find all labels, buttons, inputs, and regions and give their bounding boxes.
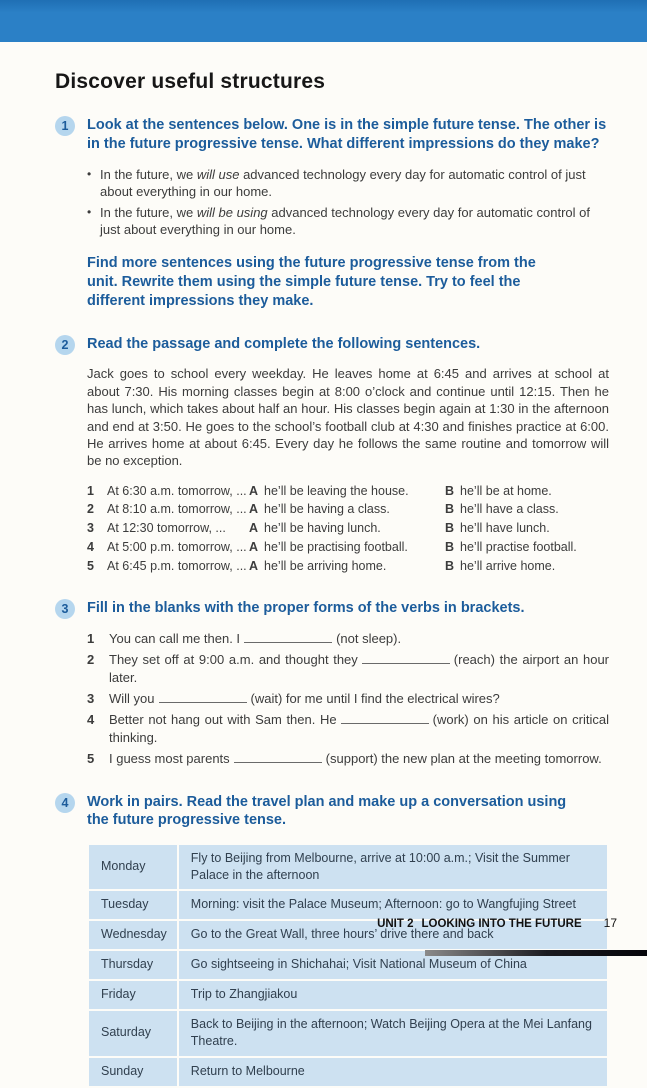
list-item (87, 651, 609, 687)
item-number: 5 (87, 750, 95, 766)
match-stem: At 6:30 a.m. tomorrow, ... (107, 483, 247, 498)
exercise-2 (55, 335, 609, 578)
list-item (87, 690, 609, 708)
option-b-label: B (445, 539, 455, 554)
answer-blank (234, 751, 322, 763)
item-number: 3 (87, 690, 95, 706)
table-row (89, 981, 607, 1009)
travel-plan-table (87, 843, 609, 1088)
answer-blank (341, 712, 429, 724)
list-item (87, 630, 609, 648)
exercise-3-heading: Fill in the blanks with the proper forms of the verbs in brackets. (87, 600, 525, 617)
option-a-label: A (249, 502, 259, 517)
option-a-text: he’ll be practising football. (264, 539, 408, 554)
page-content (0, 70, 647, 1088)
bullet-text-italic: will use (196, 167, 240, 183)
list-item (87, 204, 609, 239)
item-text-post: (not sleep). (336, 631, 402, 647)
item-number: 4 (87, 711, 95, 727)
option-b-label: B (445, 502, 455, 517)
day-cell: Tuesday (89, 891, 177, 919)
option-a-text: he’ll be having lunch. (264, 521, 381, 536)
match-number: 3 (87, 521, 94, 536)
exercise-1-heading: Look at the sentences below. One is in the simple future tense. The other is in the future progressive tense. What different impressions do they make? (87, 117, 607, 152)
table-row (89, 1011, 607, 1056)
option-b-label: B (445, 558, 455, 573)
day-cell: Friday (89, 981, 177, 1009)
page-title: Discover useful structures (55, 70, 326, 93)
day-cell: Wednesday (89, 921, 177, 949)
item-text (109, 750, 609, 768)
page-footer (377, 916, 617, 930)
match-stem: At 8:10 a.m. tomorrow, ... (107, 502, 247, 517)
table-row (87, 559, 609, 574)
match-number: 2 (87, 502, 94, 517)
item-text-post: (support) the new plan at the meeting tomorrow. (325, 750, 602, 766)
day-cell: Saturday (89, 1011, 177, 1056)
option-b-text: he’ll have a class. (460, 502, 559, 517)
exercise-2-number-badge: 2 (55, 335, 75, 355)
exercise-1-bullet-list (87, 166, 609, 238)
item-number: 2 (87, 651, 95, 667)
table-row (87, 540, 609, 555)
option-b-text: he’ll arrive home. (460, 558, 556, 573)
plan-cell: Back to Beijing in the afternoon; Watch Beijing Opera at the Mei Lanfang Theatre. (179, 1011, 607, 1056)
answer-blank (159, 691, 247, 703)
plan-cell: Fly to Beijing from Melbourne, arrive at 10:00 a.m.; Visit the Summer Palace in the afternoon (179, 845, 607, 890)
exercise-1 (55, 116, 609, 311)
list-item (87, 750, 609, 768)
list-item (87, 166, 609, 201)
bullet-text-italic: will be using (196, 204, 268, 220)
list-item (87, 711, 609, 747)
item-text-pre: You can call me then. I (109, 631, 241, 647)
option-a-label: A (249, 539, 259, 554)
table-row (87, 502, 609, 517)
page-header-bar (0, 0, 647, 42)
answer-blank (244, 631, 332, 643)
item-text (109, 690, 609, 708)
answer-blank (362, 652, 450, 664)
bottom-edge-strip (425, 950, 647, 956)
item-text-post: (work) on his article on critical thinking. (109, 711, 609, 745)
plan-cell: Go sightseeing in Shichahai; Visit National Museum of China (179, 951, 607, 979)
exercise-2-matching-list (87, 484, 609, 574)
option-a-text: he’ll be leaving the house. (264, 483, 409, 498)
item-number: 1 (87, 631, 95, 647)
option-b-label: B (445, 483, 455, 498)
table-row (89, 845, 607, 890)
option-a-text: he’ll be having a class. (264, 502, 390, 517)
option-a-label: A (249, 483, 259, 498)
day-cell: Thursday (89, 951, 177, 979)
plan-cell: Morning: visit the Palace Museum; Afternoon: go to Wangfujing Street (179, 891, 607, 919)
match-number: 1 (87, 483, 94, 498)
exercise-3-item-list (87, 630, 609, 768)
table-row (87, 484, 609, 499)
plan-cell: Go to the Great Wall, three hours’ drive there and back (179, 921, 607, 949)
day-cell: Monday (89, 845, 177, 890)
match-number: 4 (87, 539, 94, 554)
exercise-2-heading: Read the passage and complete the following sentences. (87, 335, 481, 352)
bullet-text-post: advanced technology every day for automatic control of just about everything in our home. (100, 204, 590, 237)
table-row (87, 521, 609, 536)
exercise-2-passage: Jack goes to school every weekday. He leaves home at 6:45 and arrives at school at about 7:30. His morning classes begin at 8:00 o’clock and continue until 12:15. Then he has lunch, which takes about half an hour. His classes begin again at 1:30 in the afternoon and end at 3:50. He goes to the school’s football club at 4:30 and finishes practice at 6:00. He arrives home at about 6:45. Every day he follows the same routine and tomorrow will be no exception. (87, 366, 609, 469)
match-stem: At 5:00 p.m. tomorrow, ... (107, 539, 247, 554)
item-text (109, 651, 609, 687)
day-cell: Sunday (89, 1058, 177, 1086)
item-text (109, 630, 609, 648)
item-text-pre: Will you (109, 690, 155, 706)
exercise-4-heading: Work in pairs. Read the travel plan and make up a conversation using the future progressive tense. (87, 793, 567, 829)
bullet-icon: • (87, 204, 92, 219)
option-b-text: he’ll be at home. (460, 483, 552, 498)
exercise-4-number-badge: 4 (55, 793, 75, 813)
footer-unit-label: UNIT 2 (377, 918, 414, 930)
page-number: 17 (603, 916, 617, 930)
bullet-text-pre: In the future, we (100, 204, 197, 220)
item-text-pre: I guess most parents (109, 750, 230, 766)
bullet-text (100, 166, 609, 201)
item-text-post: (reach) the airport an hour later. (109, 651, 610, 685)
item-text-post: (wait) for me until I find the electrical wires? (250, 690, 500, 706)
exercise-1-number-badge: 1 (55, 116, 75, 136)
option-b-text: he’ll have lunch. (460, 521, 550, 536)
option-a-label: A (249, 558, 259, 573)
bullet-text (100, 204, 609, 239)
option-a-label: A (249, 521, 259, 536)
option-a-text: he’ll be arriving home. (264, 558, 387, 573)
footer-book-title: LOOKING INTO THE FUTURE (421, 918, 582, 930)
plan-cell: Trip to Zhangjiakou (179, 981, 607, 1009)
item-text-pre: Better not hang out with Sam then. He (109, 711, 337, 727)
bullet-text-post: advanced technology every day for automatic control of just about everything in our home. (100, 167, 586, 200)
exercise-1-follow-up-instruction: Find more sentences using the future progressive tense from the unit. Rewrite them using the simple future tense. Try to feel the different impressions they make. (87, 255, 536, 309)
option-b-label: B (445, 521, 455, 536)
match-number: 5 (87, 558, 94, 573)
bullet-icon: • (87, 167, 92, 182)
item-text (109, 711, 609, 747)
match-stem: At 6:45 p.m. tomorrow, ... (107, 558, 247, 573)
exercise-3 (55, 599, 609, 770)
plan-cell: Return to Melbourne (179, 1058, 607, 1086)
exercise-3-number-badge: 3 (55, 599, 75, 619)
match-stem: At 12:30 tomorrow, ... (107, 521, 226, 536)
bullet-text-pre: In the future, we (100, 167, 197, 183)
table-row (89, 1058, 607, 1086)
exercise-4 (55, 793, 609, 1088)
option-b-text: he’ll practise football. (460, 539, 577, 554)
item-text-pre: They set off at 9:00 a.m. and thought they (109, 651, 358, 667)
